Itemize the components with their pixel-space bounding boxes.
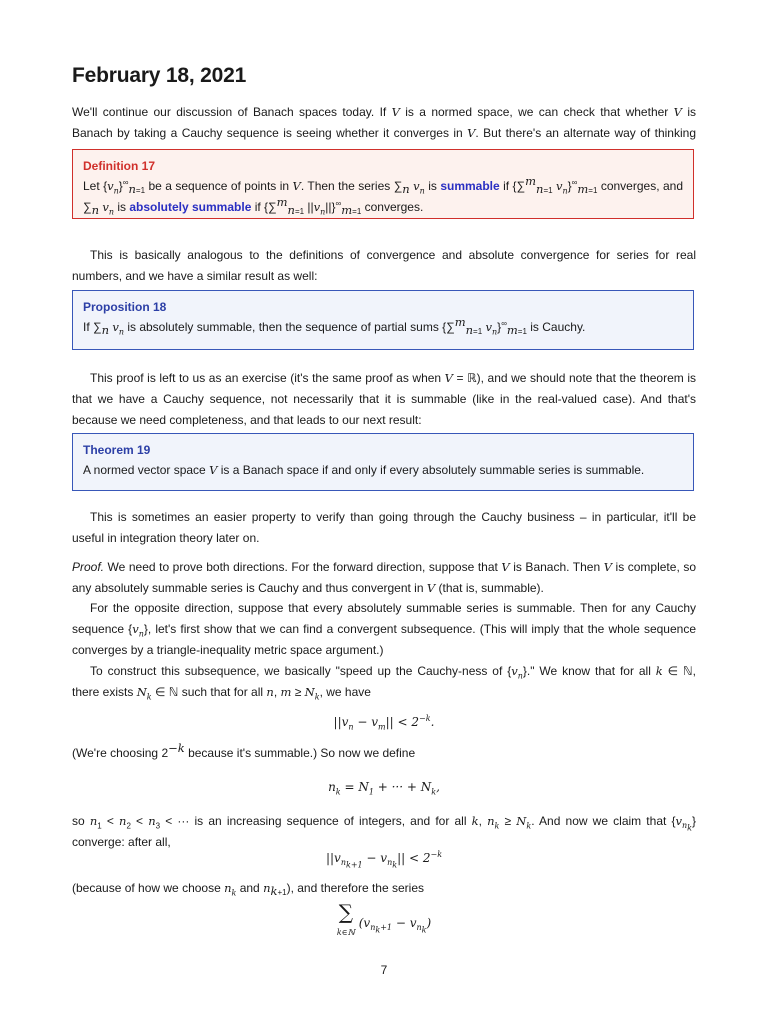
proposition-text: If $\sum_n$ $v_n$ is absolutely summable, then the sequence of partial sums {∑$^m_{n=1}$ $v_n\}^\infty_{m=1}$ is Cauchy.: [83, 315, 586, 338]
proposition-heading: Proposition 18: [83, 300, 167, 314]
proof-paragraph-4: (We're choosing $2^{-k}$ because it's summable.) So now we define: [72, 741, 416, 760]
theorem-box: [72, 433, 694, 491]
definition-heading: Definition 17: [83, 159, 156, 173]
intro-paragraph: We'll continue our discussion of Banach spaces today. If V is a normed space, we can check that whether V is Banach by taking a Cauchy sequence is seeing whether it converges in V. But there's an alternate way of thinking: [72, 105, 696, 140]
exercise-paragraph: This proof is left to us as an exercise (it's the same proof as when V = ℝ), and we should note that the theorem is that we have a Cauchy sequence, not necessarily that it is summable (like in the real-valued case). And that's because we need completeness, and that leads to our next result:: [72, 371, 696, 427]
proof-label: Proof.: [72, 560, 105, 574]
analogy-paragraph: This is basically analogous to the definitions of convergence and absolute convergence for series for real numbers, and we have a similar result as well:: [72, 248, 696, 283]
page-number: 7: [380, 963, 388, 977]
term-summable: summable: [440, 179, 500, 193]
proof-paragraph-2: For the opposite direction, suppose that every absolutely summable series is summable. Then for any Cauchy sequence $\{v_n\}$, let's first show that we can find a convergent subsequence. (This will imply that the whole sequence converges by a triangle-inequality metric space argument.): [72, 601, 696, 657]
proof-paragraph-6: (because of how we choose $n_k$ and $n_{k+1}$), and therefore the series: [72, 881, 425, 899]
theorem-heading: Theorem 19: [83, 443, 151, 457]
easier-paragraph: This is sometimes an easier property to verify than going through the Cauchy business – in particular, it'll be useful in integration theory later on.: [72, 510, 696, 545]
proposition-box: [72, 290, 694, 350]
date-heading: February 18, 2021: [72, 64, 247, 87]
definition-text: Let $\{v_n\}^\infty_{n=1}$ be a sequence of points in V. Then the series $\sum_n$ $v_n$ is summable if {∑$^m_{n=1}$ $v_n\}^\infty_{m=1}$ converges, and $\sum_n$ $v_n$ is absolutely summable if {∑$^m_{n=1}$ $||v_n||\}^\infty_{m=1}$ converges.: [83, 174, 683, 218]
proof-paragraph-3: To construct this subsequence, we basically "speed up the Cauchy-ness of $\{v_n\}$." We know that for all k ∈ ℕ, there exists $N_k$ ∈ ℕ such that for all n, $m \ge N_k$, we have: [72, 664, 696, 702]
equation-series: ∑ k∈ℕ $(v_{n_k+1} - v_{n_k})$: [72, 904, 696, 941]
sum-symbol: ∑ k∈ℕ: [336, 900, 355, 937]
proof-paragraph-5: so $n_1 < n_2 < n_3$ < ··· is an increasing sequence of integers, and for all k, $n_k \ge N_k$. And now we claim that $\{v_{n_k}\}$ converge: after all,: [72, 814, 697, 849]
equation-nk-definition: $n_k = N_1$ + ··· + $N_k$,: [328, 780, 440, 797]
equation-cauchy-bound: $||v_n - v_m|| < 2^{-k}$.: [333, 714, 435, 732]
proof-paragraph-1: Proof. We need to prove both directions. For the forward direction, suppose that V is Banach. Then V is complete, so any absolutely summable series is Cauchy and thus convergent in V (that is, summable).: [72, 560, 696, 595]
term-absolutely-summable: absolutely summable: [129, 200, 252, 214]
equation-subsequence-bound: $||v_{n_{k+1}} - v_{n_k}|| < 2^{-k}$: [325, 850, 443, 870]
definition-box: [72, 149, 694, 219]
theorem-text: A normed vector space V is a Banach space if and only if every absolutely summable series is summable.: [83, 463, 645, 477]
